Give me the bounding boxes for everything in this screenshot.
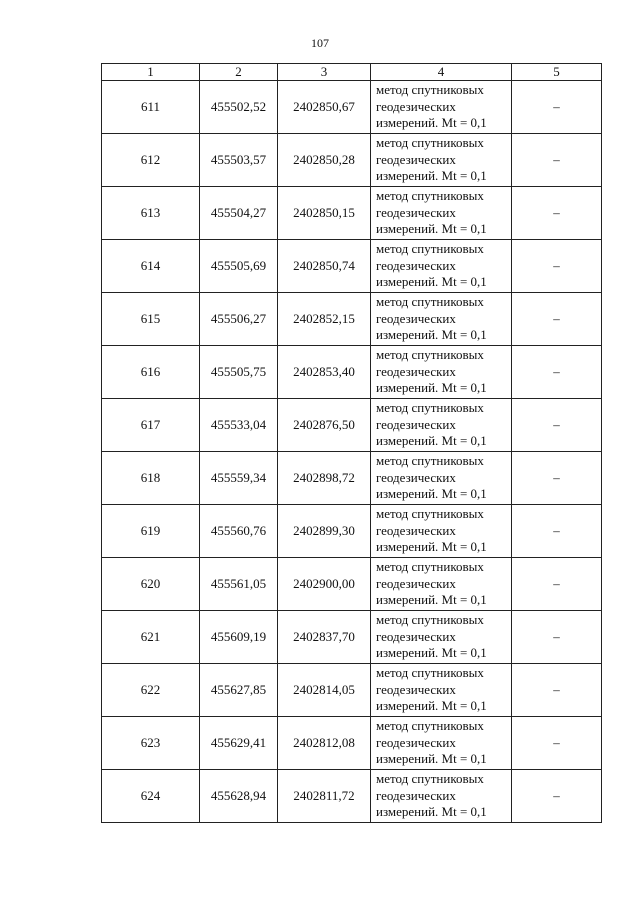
point-number-cell: 624	[102, 770, 200, 823]
column-header: 3	[278, 64, 371, 81]
error-cell: –	[512, 611, 602, 664]
method-line: измерений. Mt = 0,1	[376, 698, 487, 714]
error-cell: –	[512, 134, 602, 187]
method-line: геодезических	[376, 98, 456, 114]
method-line: измерений. Mt = 0,1	[376, 486, 487, 502]
x-coordinate-cell: 455629,41	[200, 717, 278, 770]
method-line: геодезических	[376, 416, 456, 432]
point-number-cell: 623	[102, 717, 200, 770]
x-coordinate-cell: 455506,27	[200, 293, 278, 346]
column-header: 5	[512, 64, 602, 81]
coordinates-table	[101, 63, 602, 823]
method-line: измерений. Mt = 0,1	[376, 115, 487, 131]
method-line: геодезических	[376, 734, 456, 750]
table-row	[102, 452, 602, 505]
method-line: измерений. Mt = 0,1	[376, 539, 487, 555]
y-coordinate-cell: 2402899,30	[278, 505, 371, 558]
table-row	[102, 346, 602, 399]
method-line: геодезических	[376, 787, 456, 803]
y-coordinate-cell: 2402850,67	[278, 81, 371, 134]
method-cell	[371, 558, 512, 611]
error-cell: –	[512, 452, 602, 505]
method-line: измерений. Mt = 0,1	[376, 751, 487, 767]
method-cell	[371, 346, 512, 399]
error-cell: –	[512, 558, 602, 611]
error-cell: –	[512, 187, 602, 240]
method-cell	[371, 134, 512, 187]
method-line: метод спутниковых	[376, 665, 484, 681]
method-line: метод спутниковых	[376, 612, 484, 628]
point-number-cell: 613	[102, 187, 200, 240]
point-number-cell: 616	[102, 346, 200, 399]
method-line: измерений. Mt = 0,1	[376, 433, 487, 449]
error-cell: –	[512, 664, 602, 717]
y-coordinate-cell: 2402900,00	[278, 558, 371, 611]
method-line: геодезических	[376, 522, 456, 538]
method-line: геодезических	[376, 575, 456, 591]
method-line: измерений. Mt = 0,1	[376, 168, 487, 184]
method-line: измерений. Mt = 0,1	[376, 645, 487, 661]
error-cell: –	[512, 81, 602, 134]
point-number-cell: 621	[102, 611, 200, 664]
method-line: геодезических	[376, 257, 456, 273]
method-cell	[371, 770, 512, 823]
table-row	[102, 293, 602, 346]
point-number-cell: 614	[102, 240, 200, 293]
x-coordinate-cell: 455505,75	[200, 346, 278, 399]
column-header: 4	[371, 64, 512, 81]
x-coordinate-cell: 455533,04	[200, 399, 278, 452]
error-cell: –	[512, 293, 602, 346]
method-line: измерений. Mt = 0,1	[376, 274, 487, 290]
method-cell	[371, 187, 512, 240]
method-cell	[371, 505, 512, 558]
table-row	[102, 81, 602, 134]
method-line: метод спутниковых	[376, 453, 484, 469]
page-number: 107	[311, 36, 329, 50]
y-coordinate-cell: 2402853,40	[278, 346, 371, 399]
table-row	[102, 717, 602, 770]
method-line: геодезических	[376, 469, 456, 485]
x-coordinate-cell: 455504,27	[200, 187, 278, 240]
table-row	[102, 558, 602, 611]
y-coordinate-cell: 2402837,70	[278, 611, 371, 664]
table-row	[102, 611, 602, 664]
method-line: геодезических	[376, 204, 456, 220]
method-line: метод спутниковых	[376, 400, 484, 416]
method-line: метод спутниковых	[376, 188, 484, 204]
method-line: геодезических	[376, 363, 456, 379]
y-coordinate-cell: 2402850,15	[278, 187, 371, 240]
method-line: измерений. Mt = 0,1	[376, 804, 487, 820]
error-cell: –	[512, 717, 602, 770]
method-line: геодезических	[376, 681, 456, 697]
y-coordinate-cell: 2402812,08	[278, 717, 371, 770]
y-coordinate-cell: 2402852,15	[278, 293, 371, 346]
method-line: метод спутниковых	[376, 347, 484, 363]
method-line: метод спутниковых	[376, 559, 484, 575]
x-coordinate-cell: 455559,34	[200, 452, 278, 505]
x-coordinate-cell: 455503,57	[200, 134, 278, 187]
x-coordinate-cell: 455628,94	[200, 770, 278, 823]
y-coordinate-cell: 2402814,05	[278, 664, 371, 717]
table-row	[102, 505, 602, 558]
method-line: геодезических	[376, 310, 456, 326]
method-line: метод спутниковых	[376, 241, 484, 257]
method-cell	[371, 717, 512, 770]
method-cell	[371, 399, 512, 452]
error-cell: –	[512, 505, 602, 558]
method-line: геодезических	[376, 628, 456, 644]
error-cell: –	[512, 240, 602, 293]
y-coordinate-cell: 2402876,50	[278, 399, 371, 452]
method-cell	[371, 293, 512, 346]
method-line: метод спутниковых	[376, 135, 484, 151]
point-number-cell: 618	[102, 452, 200, 505]
method-line: метод спутниковых	[376, 718, 484, 734]
method-line: метод спутниковых	[376, 82, 484, 98]
method-line: измерений. Mt = 0,1	[376, 380, 487, 396]
point-number-cell: 619	[102, 505, 200, 558]
table-row	[102, 664, 602, 717]
y-coordinate-cell: 2402898,72	[278, 452, 371, 505]
method-cell	[371, 81, 512, 134]
method-cell	[371, 452, 512, 505]
table-header-row	[102, 64, 602, 81]
method-cell	[371, 611, 512, 664]
method-line: метод спутниковых	[376, 771, 484, 787]
x-coordinate-cell: 455560,76	[200, 505, 278, 558]
y-coordinate-cell: 2402811,72	[278, 770, 371, 823]
point-number-cell: 612	[102, 134, 200, 187]
point-number-cell: 622	[102, 664, 200, 717]
x-coordinate-cell: 455502,52	[200, 81, 278, 134]
method-line: измерений. Mt = 0,1	[376, 327, 487, 343]
point-number-cell: 611	[102, 81, 200, 134]
x-coordinate-cell: 455561,05	[200, 558, 278, 611]
method-cell	[371, 240, 512, 293]
error-cell: –	[512, 346, 602, 399]
table-row	[102, 770, 602, 823]
method-line: измерений. Mt = 0,1	[376, 221, 487, 237]
x-coordinate-cell: 455609,19	[200, 611, 278, 664]
x-coordinate-cell: 455627,85	[200, 664, 278, 717]
table-row	[102, 240, 602, 293]
y-coordinate-cell: 2402850,28	[278, 134, 371, 187]
error-cell: –	[512, 399, 602, 452]
table-row	[102, 134, 602, 187]
error-cell: –	[512, 770, 602, 823]
table-row	[102, 187, 602, 240]
method-cell	[371, 664, 512, 717]
column-header: 2	[200, 64, 278, 81]
method-line: геодезических	[376, 151, 456, 167]
x-coordinate-cell: 455505,69	[200, 240, 278, 293]
y-coordinate-cell: 2402850,74	[278, 240, 371, 293]
table-body	[102, 81, 602, 823]
point-number-cell: 620	[102, 558, 200, 611]
method-line: метод спутниковых	[376, 294, 484, 310]
method-line: метод спутниковых	[376, 506, 484, 522]
point-number-cell: 617	[102, 399, 200, 452]
point-number-cell: 615	[102, 293, 200, 346]
column-header: 1	[102, 64, 200, 81]
table-row	[102, 399, 602, 452]
method-line: измерений. Mt = 0,1	[376, 592, 487, 608]
